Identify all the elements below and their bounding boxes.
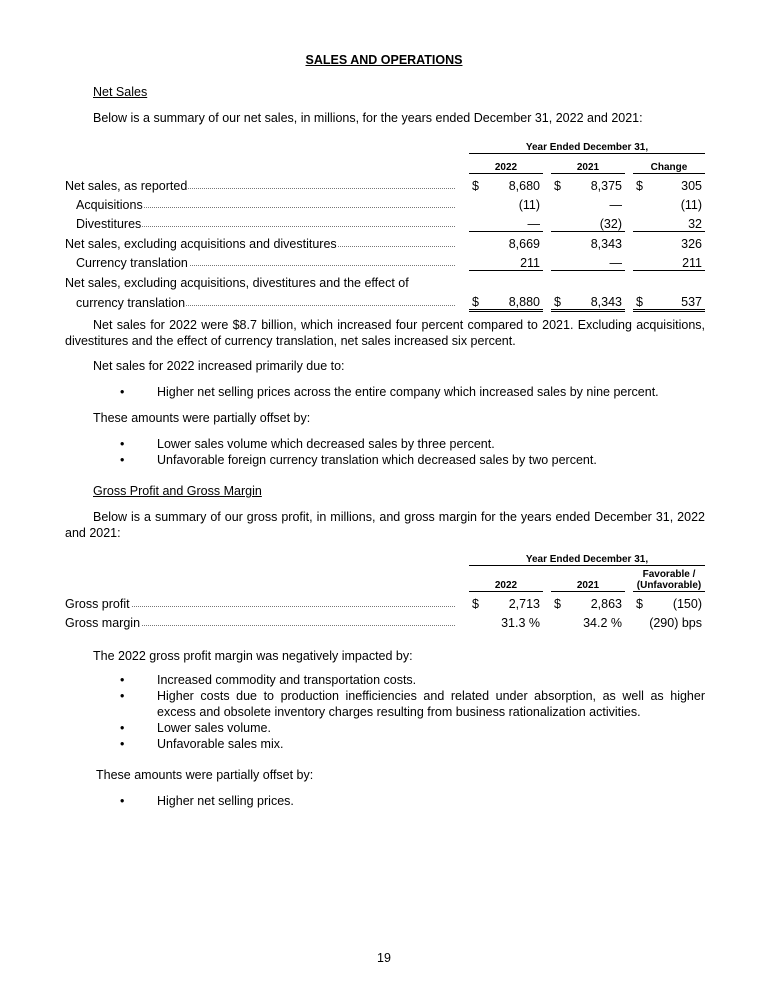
net-sales-table [65, 134, 705, 312]
list-item: • Increased commodity and transportation costs. [120, 673, 417, 687]
col-2022: 2022 [469, 153, 543, 173]
net-sales-offset-intro: These amounts were partially offset by: [93, 411, 311, 425]
gp-impacts-intro: The 2022 gross profit margin was negatively impacted by: [93, 649, 413, 663]
gross-profit-table [65, 546, 705, 630]
net-sales-heading: Net Sales [93, 85, 148, 99]
year-ended-header: Year Ended December 31, [469, 134, 705, 153]
list-item: • Higher costs due to production inefficiencies and related under absorption, as well as higher excess and obsolete inventory charges resulting from business rationalization activities. [120, 689, 705, 719]
section-title: SALES AND OPERATIONS [305, 53, 463, 67]
table-row: Divestitures — (32) 32 [65, 212, 705, 232]
table-row: Net sales, excluding acquisitions, divestitures and the effect of [65, 275, 409, 290]
gp-col-change: Favorable / (Unfavorable) [633, 565, 705, 591]
table-row: Net sales, as reported $ 8,680 $ 8,375 $ 305 [65, 178, 702, 193]
page-number: 19 [377, 951, 391, 965]
gross-profit-intro: Below is a summary of our gross profit, in millions, and gross margin for the years ended December 31, 2022 and 2021: [65, 510, 705, 540]
list-item: • Higher net selling prices across the entire company which increased sales by nine percent. [120, 385, 659, 399]
table-row: Gross margin 31.3 % 34.2 % (290) bps [65, 615, 702, 630]
list-item: • Unfavorable sales mix. [120, 737, 284, 751]
net-sales-drivers-intro: Net sales for 2022 increased primarily due to: [93, 359, 345, 373]
table-row: Gross profit $ 2,713 $ 2,863 $ (150) [65, 596, 702, 611]
list-item: • Unfavorable foreign currency translation which decreased sales by two percent. [120, 453, 597, 467]
list-item: • Lower sales volume. [120, 721, 271, 735]
net-sales-intro: Below is a summary of our net sales, in millions, for the years ended December 31, 2022 and 2021: [93, 111, 643, 125]
col-2021: 2021 [551, 153, 625, 173]
table-row: Acquisitions (11) — (11) [65, 193, 705, 212]
net-sales-summary: Net sales for 2022 were $8.7 billion, which increased four percent compared to 2021. Excluding acquisitions, divestitures and the effect of currency translation, net sales increased six percent. [65, 318, 705, 348]
table-row: currency translation $ 8,880 $ 8,343 $ 537 [65, 290, 705, 311]
gp-offset-intro: These amounts were partially offset by: [96, 768, 314, 782]
gp-col-2021: 2021 [551, 565, 625, 591]
list-item: • Lower sales volume which decreased sales by three percent. [120, 437, 495, 451]
gp-year-ended-header: Year Ended December 31, [469, 546, 705, 565]
table-row: Net sales, excluding acquisitions and divestitures 8,669 8,343 326 [65, 236, 702, 251]
list-item: • Higher net selling prices. [120, 794, 294, 808]
gross-profit-heading: Gross Profit and Gross Margin [93, 484, 262, 498]
gp-col-2022: 2022 [469, 565, 543, 591]
col-change: Change [633, 153, 705, 173]
table-row: Currency translation 211 — 211 [65, 251, 705, 271]
